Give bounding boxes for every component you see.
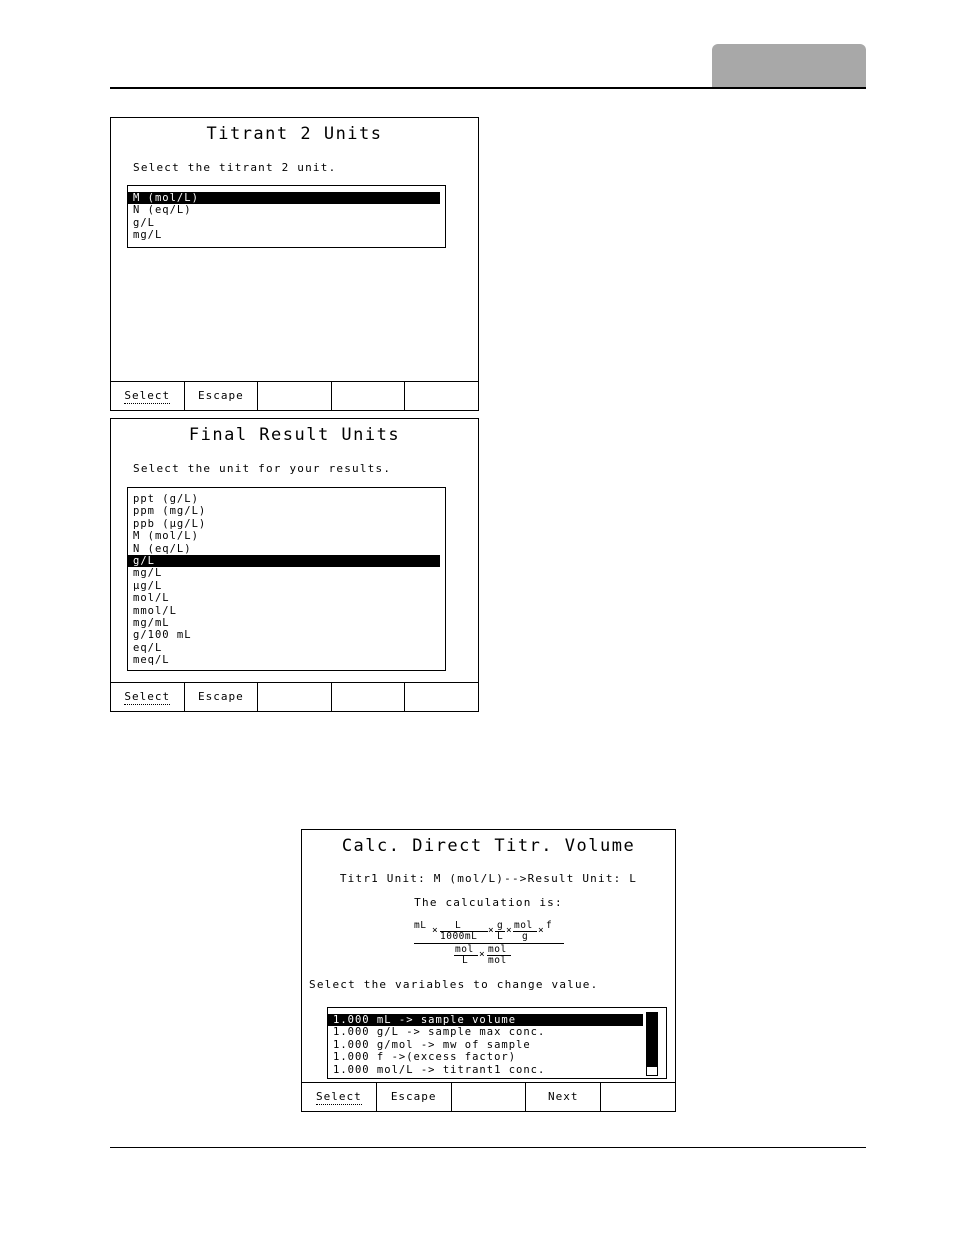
formula-op: × [479,949,486,960]
formula-term: L [462,955,469,966]
unit-list[interactable] [127,185,446,248]
escape-softkey[interactable] [185,683,259,711]
final-result-units-screen [110,418,479,712]
list-item[interactable]: µg/L [133,579,163,592]
softkey-label: Next [548,1090,579,1103]
calculation-label: The calculation is: [414,896,563,909]
prompt-text: Select the unit for your results. [133,462,392,475]
softkey-label: Escape [198,690,244,703]
formula-term: mol [514,920,533,931]
softkey-5[interactable] [601,1083,675,1111]
page-title: Calc. Direct Titr. Volume [341,836,636,856]
softkey-3[interactable] [258,683,332,711]
softkey-5[interactable] [405,683,478,711]
list-item[interactable]: 1.000 mL -> sample volume [328,1014,643,1026]
formula-op: × [432,925,439,936]
softkey-4[interactable] [332,382,406,410]
list-item[interactable]: g/L [128,555,440,567]
softkey-3[interactable] [452,1083,527,1111]
softkey-bar [302,1082,675,1111]
list-item[interactable]: M (mol/L) [128,192,440,204]
formula-op: × [506,925,513,936]
header-rule [110,87,866,89]
list-item[interactable]: 1.000 f ->(excess factor) [333,1051,517,1064]
list-item[interactable]: N (eq/L) [133,542,192,555]
list-item[interactable]: 1.000 mol/L -> titrant1 conc. [333,1063,546,1076]
list-item[interactable]: g/100 mL [133,629,192,642]
softkey-label: Escape [198,389,244,402]
formula-term: L [497,931,504,942]
formula-term: f [546,920,553,931]
softkey-bar [111,682,478,711]
list-item[interactable]: mg/L [133,567,163,580]
prompt-text: Select the titrant 2 unit. [133,161,337,174]
formula-term: mol [488,944,507,955]
list-item[interactable]: mg/L [133,229,163,242]
list-scrollbar[interactable] [646,1012,658,1076]
softkey-3[interactable] [258,382,332,410]
softkey-label: Select [124,690,171,703]
next-softkey[interactable] [526,1083,601,1111]
softkey-label: Escape [390,1090,437,1103]
page-title: Final Result Units [188,425,401,445]
list-item[interactable]: eq/L [133,641,163,654]
list-item[interactable]: mmol/L [133,604,177,617]
formula-term: 1000mL [440,931,478,942]
formula-term: g [497,920,504,931]
softkey-label: Select [316,1090,362,1103]
softkey-label: Select [124,389,171,402]
list-item[interactable]: ppb (µg/L) [133,517,207,530]
units-line: Titr1 Unit: M (mol/L)-->Result Unit: L [339,872,638,885]
formula-term: L [455,920,462,931]
softkey-5[interactable] [405,382,478,410]
calc-direct-titr-volume-screen [301,829,676,1112]
titrant-2-units-screen [110,117,479,411]
formula-op: × [538,925,545,936]
list-item[interactable]: g/L [133,216,155,229]
page-title: Titrant 2 Units [206,124,383,144]
softkey-4[interactable] [332,683,406,711]
list-item[interactable]: meq/L [133,654,170,667]
list-item[interactable]: 1.000 g/L -> sample max conc. [333,1026,546,1039]
unit-list[interactable] [127,487,446,671]
select-softkey[interactable] [302,1083,377,1111]
prompt-text: Select the variables to change value. [309,978,599,991]
formula-term: mL [414,920,427,931]
formula-term: mol [455,944,474,955]
variable-list[interactable] [327,1007,667,1079]
list-item[interactable]: ppm (mg/L) [133,505,207,518]
softkey-bar [111,381,478,410]
escape-softkey[interactable] [377,1083,452,1111]
select-softkey[interactable] [111,382,185,410]
list-item[interactable]: M (mol/L) [133,530,199,543]
calculation-formula [410,920,570,964]
chapter-tab [712,44,866,88]
footer-rule [110,1147,866,1148]
select-softkey[interactable] [111,683,185,711]
formula-op: × [488,925,495,936]
list-item[interactable]: N (eq/L) [133,204,192,217]
formula-term: mol [488,955,507,966]
list-item[interactable]: mg/mL [133,616,170,629]
escape-softkey[interactable] [185,382,259,410]
scrollbar-thumb[interactable] [647,1067,657,1075]
list-item[interactable]: 1.000 g/mol -> mw of sample [333,1038,531,1051]
list-item[interactable]: ppt (g/L) [133,493,199,505]
formula-term: g [522,931,529,942]
list-item[interactable]: mol/L [133,592,170,605]
